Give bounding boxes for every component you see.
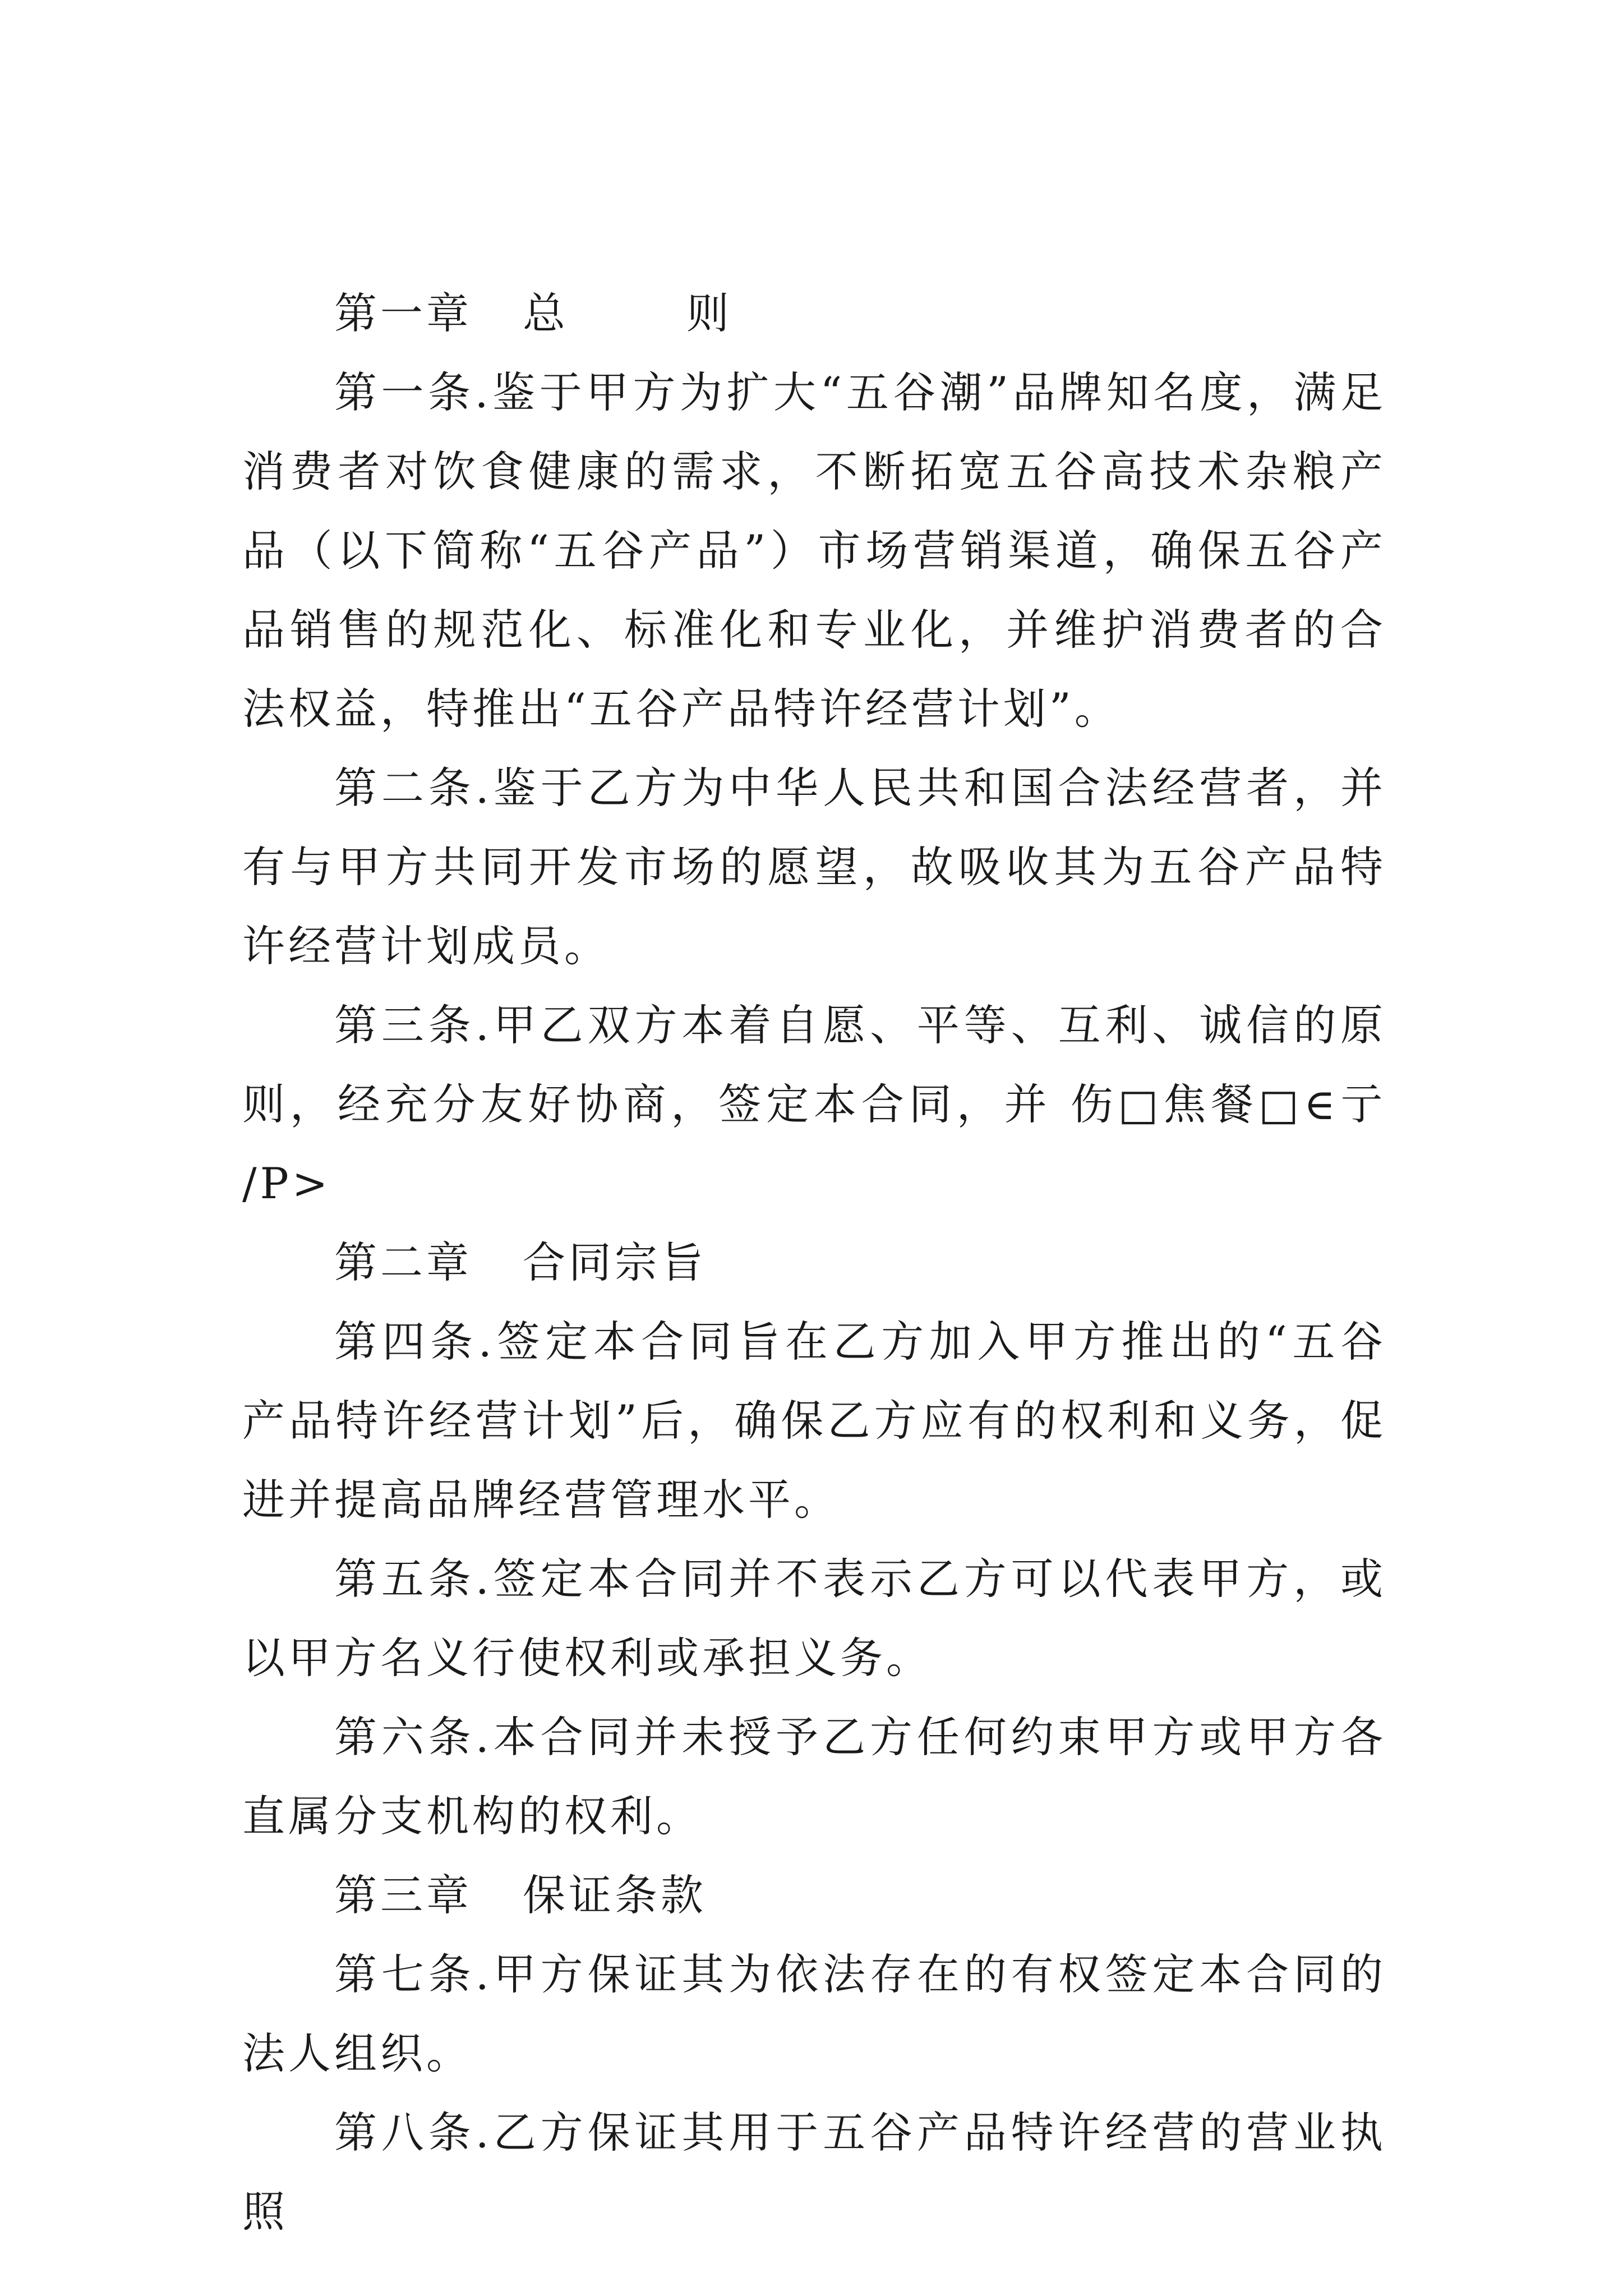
chapter-1-title-a: 总 <box>523 288 569 338</box>
article-6: 第六条.本合同并未授予乙方任何约束甲方或甲方各直属分支机构的权利。 <box>242 1712 1386 1841</box>
chapter-3-heading <box>242 1856 1386 1935</box>
chapter-1-number: 第一章 <box>334 288 472 338</box>
document-body <box>242 274 1386 2251</box>
article-4: 第四条.签定本合同旨在乙方加入甲方推出的“五谷产品特许经营计划”后，确保乙方应有的权利和义务，促进并提高品牌经营管理水平。 <box>242 1317 1386 1525</box>
chapter-2-number: 第二章 <box>334 1237 472 1287</box>
chapter-1-title-b: 则 <box>686 288 732 338</box>
article-7: 第七条.甲方保证其为依法存在的有权签定本合同的法人组织。 <box>242 1949 1386 2078</box>
chapter-2-title: 合同宗旨 <box>523 1237 707 1287</box>
article-3: 第三条.甲乙双方本着自愿、平等、互利、诚信的原则，经充分友好协商，签定本合同，并 伤□焦餐□∈亍 /P> <box>242 1000 1386 1208</box>
chapter-3-number: 第三章 <box>334 1870 472 1920</box>
article-5: 第五条.签定本合同并不表示乙方可以代表甲方，或以甲方名义行使权利或承担义务。 <box>242 1554 1386 1683</box>
article-8: 第八条.乙方保证其用于五谷产品特许经营的营业执照 <box>242 2108 1386 2237</box>
chapter-2-heading <box>242 1223 1386 1302</box>
chapter-3-title: 保证条款 <box>523 1870 707 1920</box>
article-2: 第二条.鉴于乙方为中华人民共和国合法经营者，并有与甲方共同开发市场的愿望，故吸收其为五谷产品特许经营计划成员。 <box>242 763 1386 971</box>
chapter-1-heading <box>242 274 1386 353</box>
article-1: 第一条.鉴于甲方为扩大“五谷潮”品牌知名度，满足消费者对饮食健康的需求，不断拓宽五谷高技术杂粮产品（以下简称“五谷产品”）市场营销渠道，确保五谷产品销售的规范化、标准化和专业化，并维护消费者的合法权益，特推出“五谷产品特许经营计划”。 <box>242 367 1386 734</box>
